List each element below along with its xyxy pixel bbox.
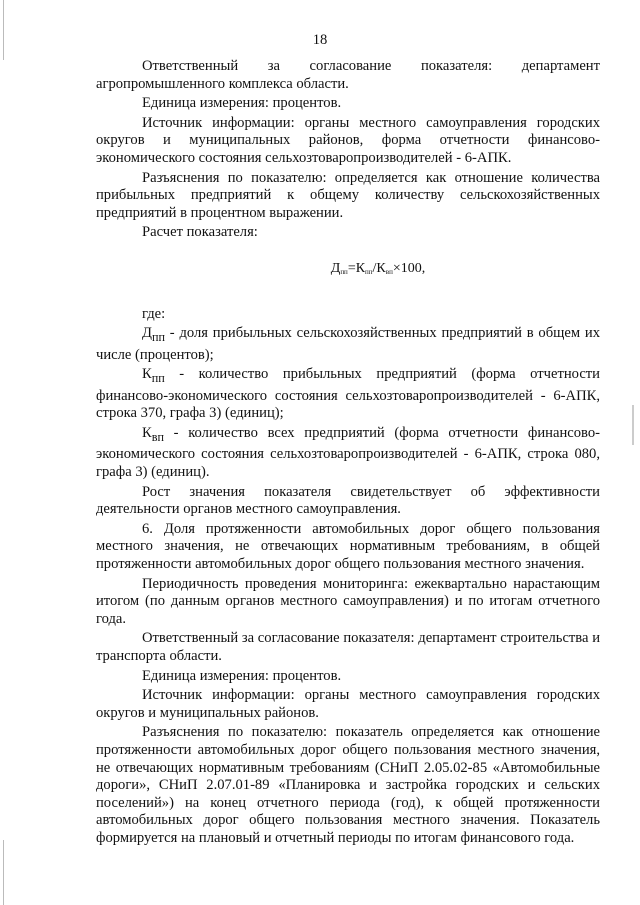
formula-d-sub: пп (340, 267, 348, 276)
formula (156, 260, 600, 282)
definition-subscript: пп (151, 371, 165, 386)
formula-times: ×100, (392, 260, 426, 276)
definition-subscript: вп (151, 429, 164, 444)
paragraph-responsible-agro: Ответственный за согласование показателя: департамент агропромышленного комплекса области. (96, 58, 600, 92)
paragraph-indicator-6: 6. Доля протяженности автомобильных дорог общего пользования местного значения, не отвечающих нормативным требованиям, в общей протяженности автомобильных дорог общего пользования местного значения. (96, 520, 600, 572)
definition-symbol: К (142, 366, 152, 383)
definition-text: - доля прибыльных сельскохозяйственных предприятий в общем их числе (процентов); (96, 325, 600, 363)
scan-edge-mark (3, 840, 4, 905)
paragraph-source-2: Источник информации: органы местного самоуправления городских округов и муниципальных районов. (96, 687, 600, 721)
formula-k2-sub: вп (385, 267, 393, 276)
formula-eq-k: =К (347, 260, 366, 276)
paragraph-growth: Рост значения показателя свидетельствует об эффективности деятельности органов местного самоуправления. (96, 483, 600, 518)
definition-subscript: пп (151, 330, 165, 345)
paragraph-periodicity: Периодичность проведения мониторинга: ежеквартально нарастающим итогом (по данным органов местного самоуправления) и по итогам отчетного года. (96, 575, 600, 627)
paragraph-unit: Единица измерения: процентов. (142, 95, 342, 112)
definition-text: - количество всех предприятий (форма отчетности финансово-экономического состояния сельхозтоваропроизводителей - 6-АПК, строка 080, графа 3) (единиц). (96, 424, 600, 480)
definition-k-pp (96, 366, 600, 423)
definition-symbol: Д (142, 325, 152, 342)
document-body (96, 58, 600, 849)
definition-d (96, 325, 600, 364)
scan-edge-mark (3, 0, 4, 60)
formula-k1-sub: пп (365, 267, 373, 276)
paragraph-source: Источник информации: органы местного самоуправления городских округов и муниципальных районов, форма отчетности финансово-экономического состояния сельхозтоваропроизводителей - 6-АПК. (96, 114, 600, 166)
scan-edge-mark (632, 405, 634, 445)
definition-text: - количество прибыльных предприятий (форма отчетности финансово-экономического состояния сельхозтоваропроизводителей - 6-АПК, строка 370, графа 3) (единиц); (96, 366, 600, 422)
formula-d: Д (330, 260, 341, 276)
paragraph-responsible-construction: Ответственный за согласование показателя: департамент строительства и транспорта области. (96, 630, 600, 664)
paragraph-explanation-2: Разъяснения по показателю: показатель определяется как отношение протяженности автомобильных дорог общего пользования местного значения, не отвечающих нормативным требованиям (СНиП 2.05.02-85 «Автомобильные дороги», СНиП 2.07.01-89 «Планировка и застройка городских и сельских поселений») на конец отчетного периода (год), к общей протяженности автомобильных дорог общего пользования местного значения. Показатель формируется на плановый и отчетный периоды по итогам финансового года. (96, 724, 600, 846)
where-label: где: (142, 305, 166, 322)
paragraph-unit-2: Единица измерения: процентов. (142, 667, 342, 684)
paragraph-calculation: Расчет показателя: (142, 224, 258, 241)
definition-symbol: К (142, 424, 152, 441)
definition-k-vp (96, 425, 600, 482)
page-number: 18 (312, 32, 328, 48)
formula-slash-k: /К (372, 260, 386, 276)
paragraph-explanation: Разъяснения по показателю: определяется как отношение количества прибыльных предприятий к общему количеству сельскохозяйственных предприятий в процентном выражении. (96, 169, 600, 221)
